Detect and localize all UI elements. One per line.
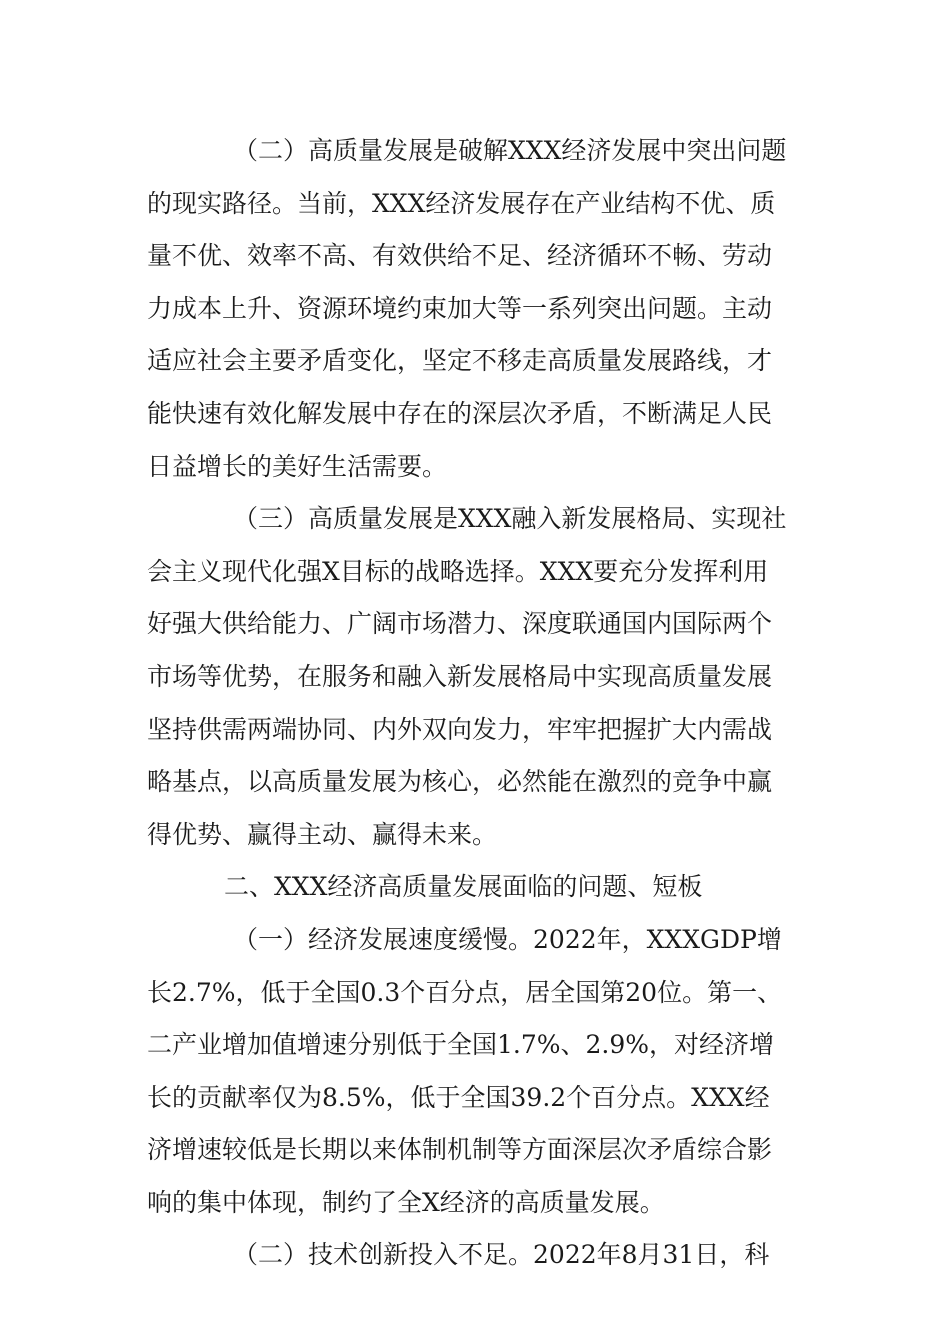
section-heading: 二、XXX经济高质量发展面临的问题、短板 xyxy=(224,872,703,902)
body-line: 响的集中体现，制约了全X经济的高质量发展。 xyxy=(147,1187,665,1217)
body-line: 会主义现代化强X目标的战略选择。XXX要充分发挥利用 xyxy=(147,556,769,586)
body-line: 长的贡献率仅为8.5%，低于全国39.2个百分点。XXX经 xyxy=(147,1082,770,1112)
paragraph-heading-line: （二）技术创新投入不足。2022年8月31日，科 xyxy=(233,1240,770,1270)
body-line: 好强大供给能力、广阔市场潜力、深度联通国内国际两个 xyxy=(147,609,773,639)
paragraph-heading-line: （一）经济发展速度缓慢。2022年，XXXGDP增 xyxy=(233,924,782,954)
body-line: 的现实路径。当前，XXX经济发展存在产业结构不优、质 xyxy=(147,188,776,218)
body-line: 市场等优势，在服务和融入新发展格局中实现高质量发展 xyxy=(147,661,773,691)
body-line: 适应社会主要矛盾变化，坚定不移走高质量发展路线，才 xyxy=(147,346,773,376)
body-line: 得优势、赢得主动、赢得未来。 xyxy=(147,819,498,849)
body-line: 长2.7%，低于全国0.3个百分点，居全国第20位。第一、 xyxy=(147,977,783,1007)
body-line: 日益增长的美好生活需要。 xyxy=(147,451,448,481)
body-line: 二产业增加值增速分别低于全国1.7%、2.9%，对经济增 xyxy=(147,1030,775,1060)
paragraph-heading-line: （二）高质量发展是破解XXX经济发展中突出问题 xyxy=(233,136,787,165)
body-line: 能快速有效化解发展中存在的深层次矛盾，不断满足人民 xyxy=(147,398,773,428)
document-body xyxy=(147,125,817,1282)
body-line: 略基点，以高质量发展为核心，必然能在激烈的竞争中赢 xyxy=(147,767,773,797)
body-line: 济增速较低是长期以来体制机制等方面深层次矛盾综合影 xyxy=(147,1135,773,1165)
body-line: 力成本上升、资源环境约束加大等一系列突出问题。主动 xyxy=(147,293,773,323)
body-line: 坚持供需两端协同、内外双向发力，牢牢把握扩大内需战 xyxy=(147,714,773,744)
paragraph-heading-line: （三）高质量发展是XXX融入新发展格局、实现社 xyxy=(233,504,787,534)
body-line: 量不优、效率不高、有效供给不足、经济循环不畅、劳动 xyxy=(147,241,773,271)
